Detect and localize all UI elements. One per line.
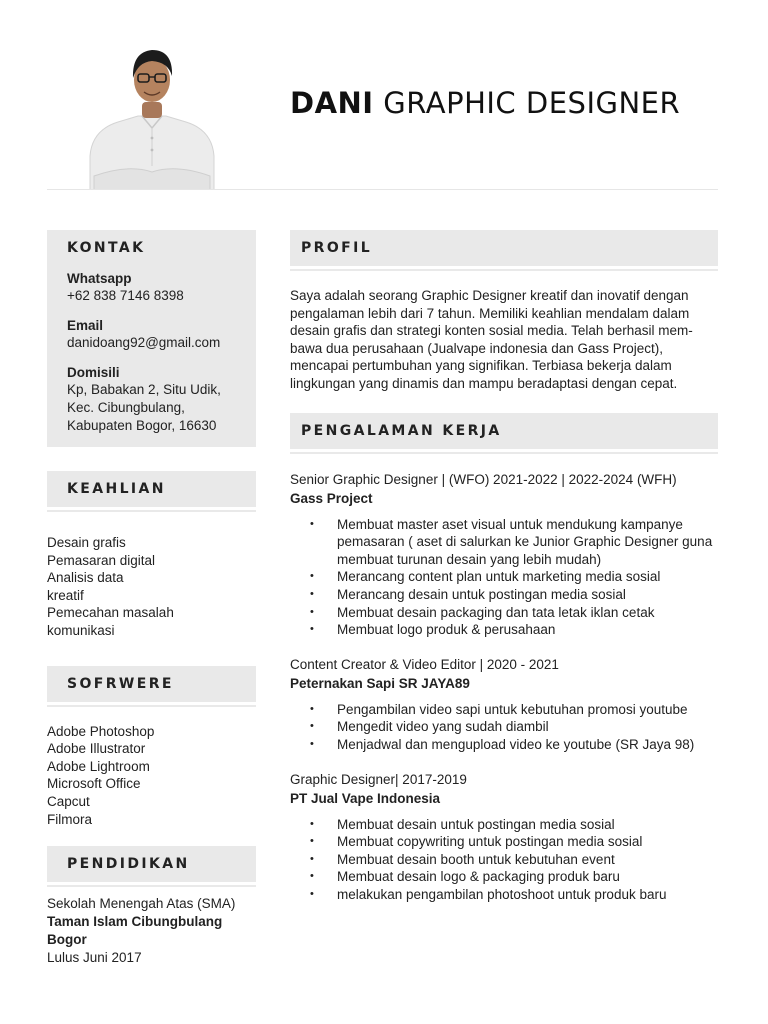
job-bullets (290, 816, 718, 904)
list-item: Adobe Photoshop (47, 723, 155, 739)
job-entry (290, 655, 718, 754)
pengalaman-header (290, 413, 718, 449)
domisili-block (67, 364, 236, 435)
list-item: Microsoft Office (47, 776, 141, 792)
school-name: Taman Islam Cibungbulang Bogor (47, 914, 223, 948)
whatsapp-label: Whatsapp (67, 271, 132, 286)
whatsapp-block (67, 270, 236, 305)
job-entry (290, 470, 718, 639)
keahlian-title: KEAHLIAN (67, 481, 166, 497)
job-role: Senior Graphic Designer | (WFO) 2021-2022 | 2022-2024 (WFH) (290, 471, 677, 487)
kontak-title: KONTAK (67, 240, 146, 256)
pengalaman-title: PENGALAMAN KERJA (301, 422, 502, 439)
graduation-date: Lulus Juni 2017 (47, 950, 142, 966)
domisili-line: Kabupaten Bogor, 16630 (67, 418, 217, 433)
list-item: • Merancang desain untuk postingan media sosial (290, 586, 718, 604)
list-item: • Mengedit video yang sudah diambil (290, 718, 718, 736)
right-column (290, 230, 718, 903)
list-item: Adobe Illustrator (47, 741, 146, 757)
list-item: komunikasi (47, 622, 115, 638)
education-level: Sekolah Menengah Atas (SMA) (47, 896, 236, 912)
pendidikan-header (47, 846, 256, 882)
list-item: • Menjadwal dan mengupload video ke youtube (SR Jaya 98) (290, 736, 718, 754)
list-item: Capcut (47, 793, 90, 809)
list-item: Pemasaran digital (47, 552, 156, 568)
software-list (47, 723, 256, 829)
whatsapp-value: +62 838 7146 8398 (67, 288, 184, 303)
list-item: kreatif (47, 587, 84, 603)
section-divider (47, 705, 256, 707)
profil-title: PROFIL (301, 240, 373, 256)
list-item: Analisis data (47, 570, 124, 586)
job-role: Content Creator & Video Editor | 2020 - 2021 (290, 656, 559, 672)
keahlian-list (47, 534, 256, 640)
education-entry (47, 895, 256, 967)
keahlian-header (47, 471, 256, 507)
job-entry (290, 770, 718, 904)
list-item: • Merancang content plan untuk marketing media sosial (290, 568, 718, 586)
page-title (290, 86, 680, 120)
list-item: • Membuat desain packaging dan tata letak iklan cetak (290, 604, 718, 622)
profil-section (290, 230, 718, 393)
domisili-line: Kp, Babakan 2, Situ Udik, (67, 382, 221, 397)
job-company: PT Jual Vape Indonesia (290, 790, 441, 806)
domisili-label: Domisili (67, 365, 120, 380)
software-section (47, 666, 256, 829)
email-block (67, 317, 236, 352)
profil-line: Saya adalah seorang Graphic Designer kreatif dan inovatif dengan (290, 288, 689, 303)
job-title: GRAPHIC DESIGNER (383, 86, 681, 120)
profil-line: bawa dua perusahaan (Jualvape indonesia dan Gass Project), (290, 340, 663, 356)
profil-line: lingkungan yang dinamis dan mampu beradaptasi dengan cepat. (290, 375, 678, 391)
header-divider (47, 189, 718, 190)
list-item: • Pengambilan video sapi untuk kebutuhan promosi youtube (290, 701, 718, 719)
email-label: Email (67, 318, 104, 333)
pendidikan-title: PENDIDIKAN (67, 856, 190, 873)
left-column (47, 230, 256, 967)
profil-line: pengalaman lebih dari 7 tahun. Memiliki keahlian mendalam dalam (290, 305, 690, 321)
software-title: SOFRWERE (67, 675, 174, 692)
software-header (47, 666, 256, 702)
profil-line: mencapai pertumbuhan yang signifikan. Terbiasa bekerja dalam (290, 358, 672, 374)
section-divider (290, 269, 718, 271)
pendidikan-section (47, 846, 256, 967)
profil-header (290, 230, 718, 266)
list-item: Pemecahan masalah (47, 605, 174, 621)
job-bullets (290, 516, 718, 639)
profil-text (290, 287, 718, 393)
first-name: DANI (290, 86, 374, 120)
job-bullets (290, 701, 718, 754)
list-item: • Membuat desain logo & packaging produk baru (290, 868, 718, 886)
section-divider (290, 452, 718, 454)
domisili-line: Kec. Cibungbulang, (67, 400, 185, 415)
job-role: Graphic Designer| 2017-2019 (290, 771, 467, 787)
list-item: Adobe Lightroom (47, 758, 150, 774)
list-item: • melakukan pengambilan photoshoot untuk produk baru (290, 886, 718, 904)
profile-photo (88, 44, 216, 190)
kontak-section (47, 230, 256, 447)
list-item: Desain grafis (47, 535, 126, 550)
job-company: Gass Project (290, 490, 373, 506)
list-item: • Membuat logo produk & perusahaan (290, 621, 718, 639)
keahlian-section (47, 471, 256, 640)
list-item: • Membuat desain booth untuk kebutuhan event (290, 851, 718, 869)
section-divider (47, 510, 256, 512)
list-item: Filmora (47, 811, 93, 827)
email-value: danidoang92@gmail.com (67, 335, 221, 350)
person-portrait-icon (88, 44, 216, 190)
pengalaman-section (290, 413, 718, 904)
list-item: • Membuat copywriting untuk postingan media sosial (290, 833, 718, 851)
section-divider (47, 885, 256, 887)
list-item: • Membuat desain untuk postingan media sosial (290, 816, 718, 834)
job-company: Peternakan Sapi SR JAYA89 (290, 675, 470, 691)
list-item: • Membuat master aset visual untuk mendukung kampanye pemasaran ( aset di salurkan ke Junior Graphic Designer guna membuat turunan desain yang lebih mudah) (290, 516, 718, 569)
profil-line: desain grafis dan strategi konten sosial media. Telah berhasil mem- (290, 323, 693, 339)
